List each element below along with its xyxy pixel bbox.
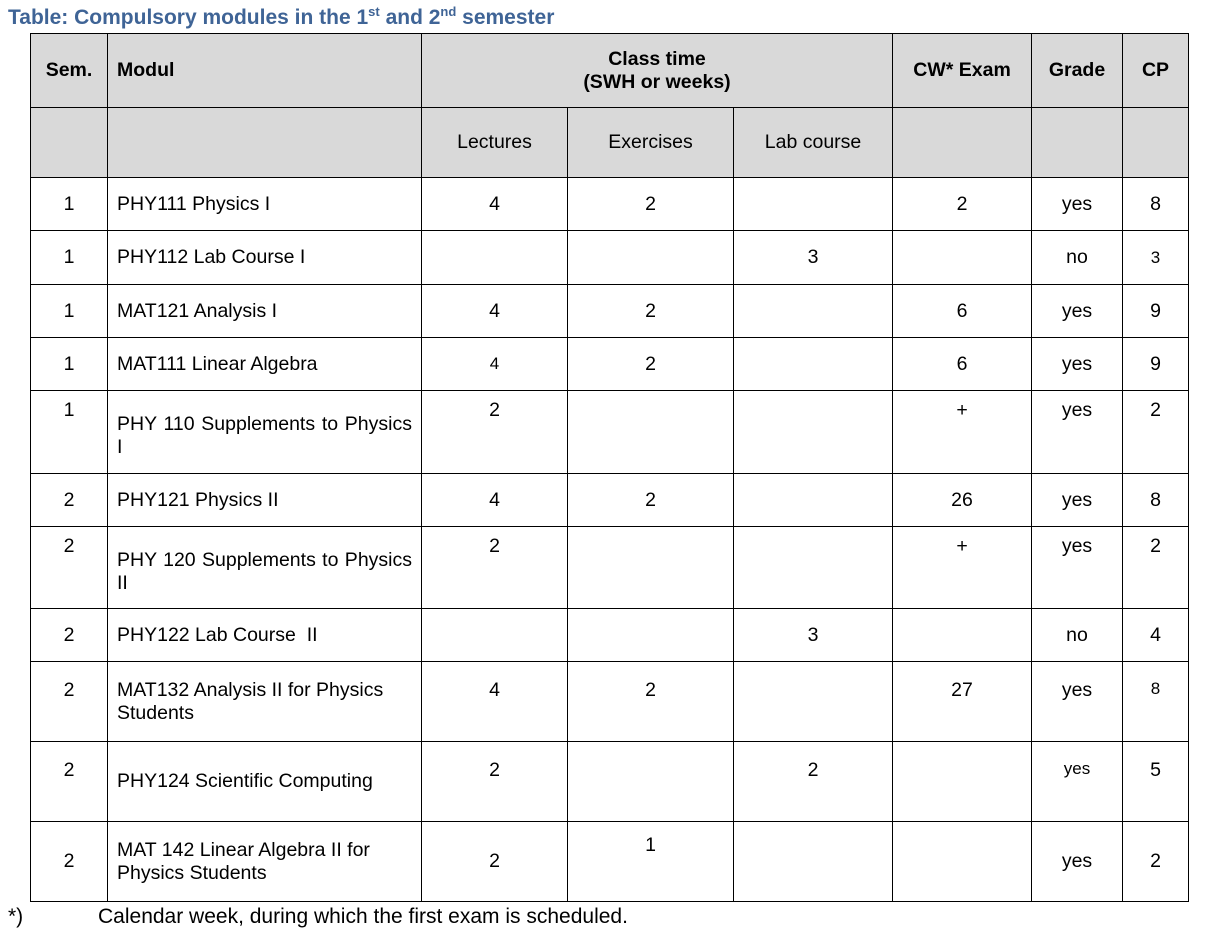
cell-grade: yes: [1032, 527, 1123, 609]
cell-exercises: [568, 609, 734, 662]
cell-sem: 1: [31, 231, 108, 285]
cell-sem: 2: [31, 609, 108, 662]
cell-lectures: 4: [422, 338, 568, 391]
caption-superscript: nd: [440, 4, 457, 19]
cell-cp: 8: [1123, 178, 1189, 231]
header-exercises: Exercises: [568, 108, 734, 178]
subheader-empty: [893, 108, 1032, 178]
caption-text: and 2: [379, 6, 441, 29]
cell-sem: 2: [31, 662, 108, 742]
cell-lab-course: [734, 474, 893, 527]
cell-modul: [108, 391, 422, 474]
table-row: [31, 662, 1189, 742]
header-lab-course: Lab course: [734, 108, 893, 178]
table-row: [31, 609, 1189, 662]
cell-lectures: [422, 231, 568, 285]
cell-grade: no: [1032, 231, 1123, 285]
cell-lab-course: 3: [734, 231, 893, 285]
cell-cw-exam: [893, 822, 1032, 902]
cell-sem: 2: [31, 742, 108, 822]
cell-exercises: [568, 742, 734, 822]
cell-modul: MAT121 Analysis I: [108, 285, 422, 338]
cell-modul: MAT 142 Linear Algebra II for Physics Students: [108, 822, 422, 902]
header-lectures: Lectures: [422, 108, 568, 178]
header-sem: Sem.: [31, 34, 108, 108]
table-row: [31, 178, 1189, 231]
header-class-time: [422, 34, 893, 108]
cell-lectures: [422, 609, 568, 662]
cell-cp: 5: [1123, 742, 1189, 822]
table-row: [31, 231, 1189, 285]
footnote-mark: *): [8, 905, 24, 928]
subheader-empty: [108, 108, 422, 178]
cell-modul: PHY111 Physics I: [108, 178, 422, 231]
cell-sem: 1: [31, 391, 108, 474]
cell-cp: 4: [1123, 609, 1189, 662]
cell-grade: yes: [1032, 178, 1123, 231]
modules-table: [30, 33, 1189, 902]
cell-lectures: 2: [422, 391, 568, 474]
cell-sem: 2: [31, 474, 108, 527]
cell-lab-course: 2: [734, 742, 893, 822]
subheader-empty: [31, 108, 108, 178]
cell-lectures: 2: [422, 822, 568, 902]
header-cp: CP: [1123, 34, 1189, 108]
cell-modul-text: PHY 120 Supplements to Physics II: [117, 548, 412, 594]
header-class-time-line2: (SWH or weeks): [583, 70, 731, 93]
cell-grade: no: [1032, 609, 1123, 662]
cell-cp: 9: [1123, 338, 1189, 391]
cell-sem: 2: [31, 822, 108, 902]
header-modul: Modul: [108, 34, 422, 108]
footnote-text: Calendar week, during which the first exam is scheduled.: [98, 905, 628, 928]
cell-cw-exam: [893, 609, 1032, 662]
cell-cw-exam: 2: [893, 178, 1032, 231]
cell-modul: PHY122 Lab Course II: [108, 609, 422, 662]
cell-cw-exam: 6: [893, 338, 1032, 391]
cell-cw-exam: +: [893, 527, 1032, 609]
cell-modul: PHY124 Scientific Computing: [108, 742, 422, 822]
cell-exercises: 2: [568, 338, 734, 391]
subheader-empty: [1032, 108, 1123, 178]
cell-cw-exam: [893, 231, 1032, 285]
cell-exercises: [568, 231, 734, 285]
header-class-time-line1: Class time: [608, 47, 706, 70]
cell-cp: 9: [1123, 285, 1189, 338]
cell-cw-exam: 26: [893, 474, 1032, 527]
cell-lectures: 4: [422, 178, 568, 231]
cell-lab-course: [734, 391, 893, 474]
cell-modul: PHY121 Physics II: [108, 474, 422, 527]
cell-lab-course: [734, 338, 893, 391]
cell-modul-text: PHY 110 Supplements to Physics I: [117, 413, 412, 458]
table-caption: [8, 5, 554, 31]
cell-exercises: [568, 527, 734, 609]
cell-cw-exam: [893, 742, 1032, 822]
cell-modul: MAT132 Analysis II for Physics Students: [108, 662, 422, 742]
cell-exercises: 2: [568, 285, 734, 338]
cell-modul: PHY112 Lab Course I: [108, 231, 422, 285]
cell-grade: yes: [1032, 338, 1123, 391]
cell-cp: 2: [1123, 527, 1189, 609]
cell-sem: 2: [31, 527, 108, 609]
cell-cp: 3: [1123, 231, 1189, 285]
cell-modul: [108, 527, 422, 609]
header-cw-exam: CW* Exam: [893, 34, 1032, 108]
table-row: [31, 391, 1189, 474]
cell-lectures: 2: [422, 742, 568, 822]
cell-lectures: 4: [422, 474, 568, 527]
table-row: [31, 822, 1189, 902]
cell-sem: 1: [31, 285, 108, 338]
cell-grade: yes: [1032, 391, 1123, 474]
cell-lab-course: [734, 178, 893, 231]
header-row: [31, 34, 1189, 108]
cell-cp: 8: [1123, 474, 1189, 527]
caption-superscript: st: [368, 4, 380, 19]
cell-exercises: [568, 391, 734, 474]
cell-sem: 1: [31, 338, 108, 391]
cell-cw-exam: 27: [893, 662, 1032, 742]
cell-cp: 8: [1123, 662, 1189, 742]
table-row: [31, 285, 1189, 338]
cell-modul: MAT111 Linear Algebra: [108, 338, 422, 391]
cell-lab-course: [734, 662, 893, 742]
cell-grade: yes: [1032, 742, 1123, 822]
footnote: [8, 904, 628, 930]
cell-lab-course: [734, 822, 893, 902]
table-row: [31, 474, 1189, 527]
header-grade: Grade: [1032, 34, 1123, 108]
subheader-empty: [1123, 108, 1189, 178]
caption-text: semester: [456, 6, 555, 29]
cell-lectures: 2: [422, 527, 568, 609]
subheader-row: [31, 108, 1189, 178]
table-row: [31, 527, 1189, 609]
cell-exercises: 2: [568, 474, 734, 527]
cell-grade: yes: [1032, 822, 1123, 902]
table-row: [31, 742, 1189, 822]
cell-lab-course: [734, 527, 893, 609]
cell-cp: 2: [1123, 822, 1189, 902]
cell-grade: yes: [1032, 662, 1123, 742]
caption-text: Table: Compulsory modules in the 1: [8, 6, 369, 29]
table-row: [31, 338, 1189, 391]
cell-cp: 2: [1123, 391, 1189, 474]
cell-lab-course: 3: [734, 609, 893, 662]
cell-exercises: 1: [568, 822, 734, 902]
cell-cw-exam: 6: [893, 285, 1032, 338]
cell-grade: yes: [1032, 474, 1123, 527]
cell-sem: 1: [31, 178, 108, 231]
cell-grade: yes: [1032, 285, 1123, 338]
cell-lectures: 4: [422, 662, 568, 742]
cell-exercises: 2: [568, 178, 734, 231]
cell-lab-course: [734, 285, 893, 338]
cell-cw-exam: +: [893, 391, 1032, 474]
cell-lectures: 4: [422, 285, 568, 338]
cell-exercises: 2: [568, 662, 734, 742]
